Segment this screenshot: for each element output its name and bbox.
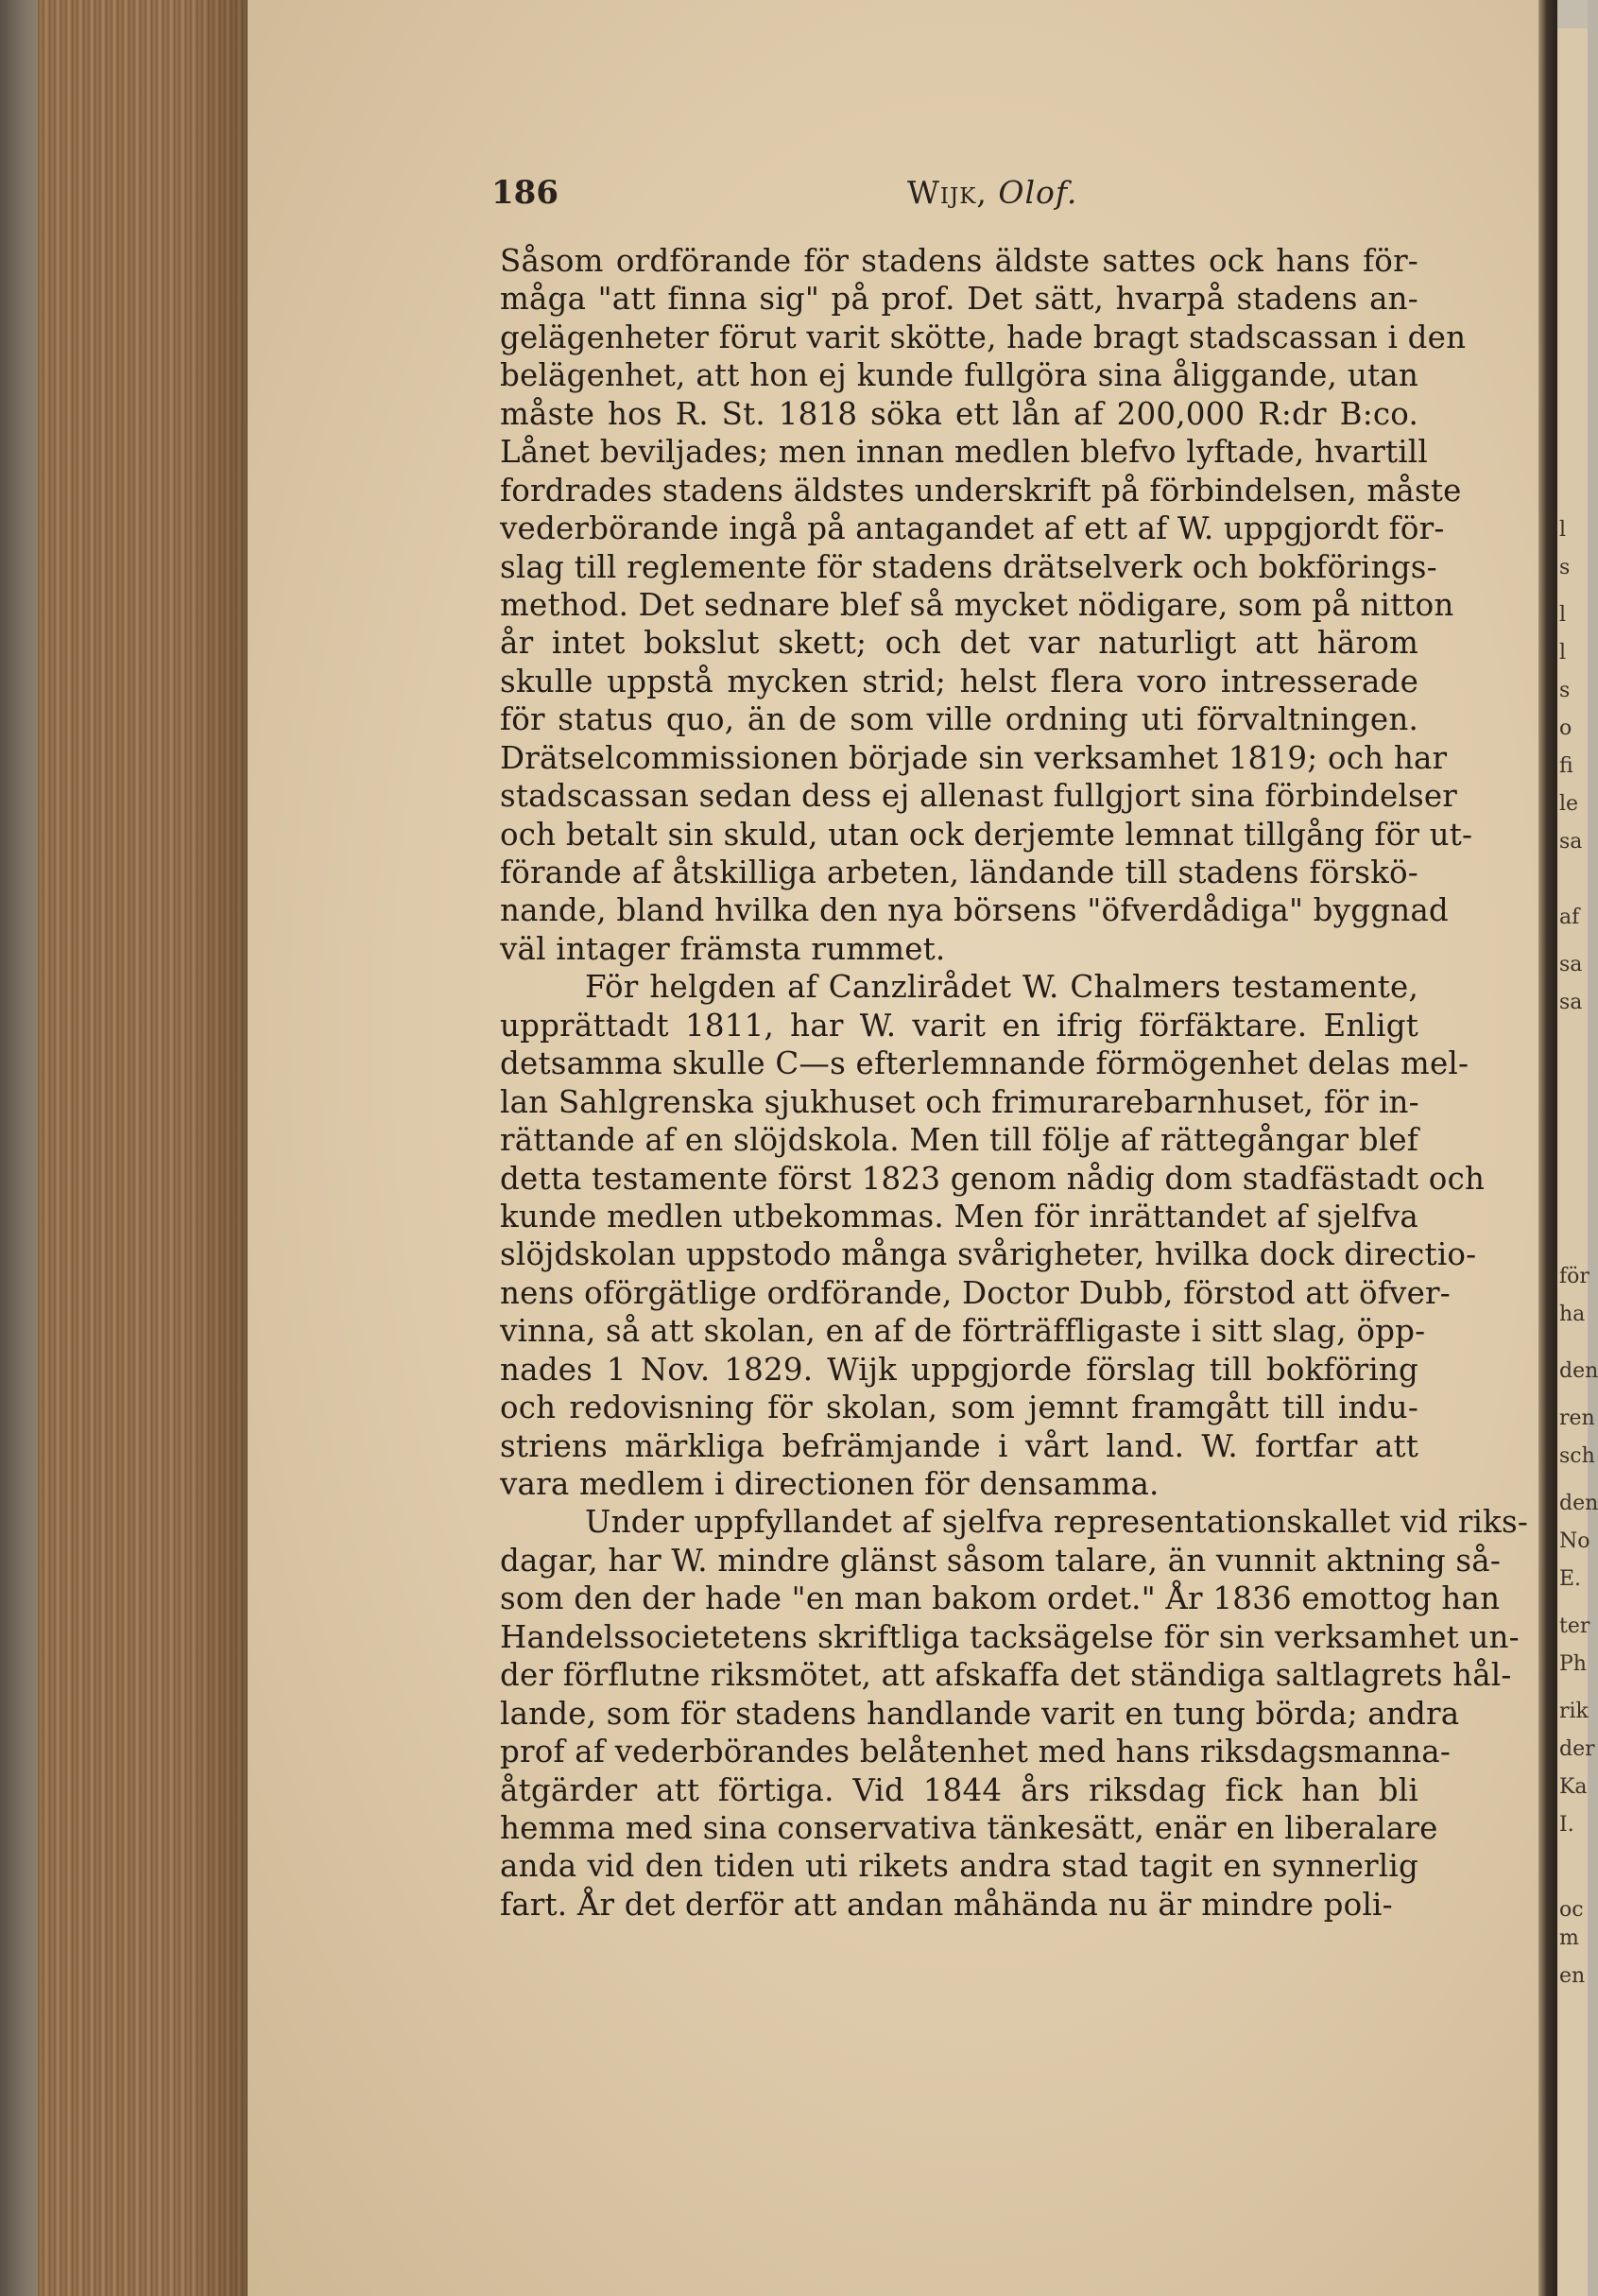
facing-page-fragment: ren: [1559, 1407, 1595, 1430]
text-line: för status quo, än de som ville ordning uti förvaltningen.: [500, 701, 1418, 738]
facing-page-fragment: l: [1559, 518, 1567, 542]
text-line: detta testamente först 1823 genom nådig dom stadfästadt och: [500, 1160, 1486, 1197]
text-line: method. Det sednare blef så mycket nödigare, som på nitton: [500, 586, 1454, 623]
text-line: belägenhet, att hon ej kunde fullgöra sina åliggande, utan: [500, 357, 1418, 394]
text-line: detsamma skulle C—s efterlemnande förmögenhet delas mel-: [500, 1045, 1469, 1082]
facing-page-fragment: en: [1559, 1964, 1586, 1988]
text-line: fordrades stadens äldstes underskrift på förbindelsen, måste: [500, 472, 1462, 509]
running-head-surname: Wijk,: [907, 174, 988, 211]
text-line: måga "att finna sig" på prof. Det sätt, hvarpå stadens an-: [500, 281, 1418, 318]
facing-page-fragment: l: [1559, 641, 1567, 665]
book-gutter: [1538, 0, 1557, 2296]
facing-page-fragment: den: [1559, 1492, 1598, 1515]
text-line: Under uppfyllandet af sjelfva representationskallet vid riks-: [585, 1504, 1529, 1541]
facing-page-edge: [1557, 28, 1588, 2296]
facing-page-fragment: l: [1559, 603, 1567, 627]
text-line: Drätselcommissionen började sin verksamhet 1819; och har: [500, 739, 1448, 776]
text-line: lande, som för stadens handlande varit en tung börda; andra: [500, 1695, 1460, 1732]
text-line: år intet bokslut skett; och det var naturligt att härom: [500, 625, 1418, 662]
text-line: Såsom ordförande för stadens äldste sattes ock hans för-: [500, 243, 1418, 279]
text-line: väl intager främsta rummet.: [500, 930, 946, 967]
facing-page-fragment: ha: [1559, 1303, 1586, 1326]
facing-page-fragment: den: [1559, 1359, 1598, 1383]
facing-page-fragment: sa: [1559, 991, 1583, 1014]
facing-page-fragment: fi: [1559, 754, 1573, 778]
facing-page-fragment: oc: [1559, 1898, 1584, 1922]
text-line: kunde medlen utbekommas. Men för inrättandet af sjelfva: [500, 1198, 1418, 1234]
text-line: fart. År det derför att andan måhända nu är mindre poli-: [500, 1886, 1393, 1923]
text-line: hemma med sina conservativa tänkesätt, enär en liberalare: [500, 1809, 1438, 1846]
text-line: vinna, så att skolan, en af de förträffligaste i sitt slag, öpp-: [500, 1313, 1426, 1350]
text-line: För helgden af Canzlirådet W. Chalmers testamente,: [585, 969, 1418, 1006]
facing-page-fragment: rik: [1559, 1700, 1589, 1723]
text-line: och redovisning för skolan, som jemnt framgått till indu-: [500, 1390, 1418, 1426]
page-number: 186: [491, 174, 558, 212]
text-line: vederbörande ingå på antagandet af ett af W. uppgjordt för-: [500, 510, 1445, 547]
text-line: åtgärder att förtiga. Vid 1844 års riksdag fick han bli: [500, 1771, 1418, 1808]
text-line: slag till reglemente för stadens drätselverk och bokförings-: [500, 548, 1437, 585]
text-line: lan Sahlgrenska sjukhuset och frimurarebarnhuset, för in-: [500, 1083, 1419, 1120]
facing-page-fragment: m: [1559, 1926, 1579, 1950]
facing-page-fragment: o: [1559, 716, 1572, 740]
text-line: skulle uppstå mycken strid; helst flera voro intresserade: [500, 663, 1418, 699]
text-line: förande af åtskilliga arbeten, ländande till stadens förskö-: [500, 855, 1418, 890]
text-line: måste hos R. St. 1818 söka ett lån af 200,000 R:dr B:co.: [500, 395, 1418, 432]
text-line: upprättadt 1811, har W. varit en ifrig förfäktare. Enligt: [500, 1007, 1418, 1044]
book-cover-edge: [0, 0, 38, 2296]
running-head-given-name: Olof.: [998, 174, 1078, 211]
text-line: stadscassan sedan dess ej allenast fullgjort sina förbindelser: [500, 778, 1458, 815]
facing-page-fragment: Ka: [1559, 1775, 1588, 1799]
page-stack-shadow: [189, 0, 255, 2296]
text-line: der förflutne riksmötet, att afskaffa det ständiga saltlagrets hål-: [500, 1657, 1512, 1694]
facing-page-fragment: I.: [1559, 1813, 1574, 1837]
text-line: nens oförgätlige ordförande, Doctor Dubb, förstod att öfver-: [500, 1274, 1451, 1311]
facing-page-fragment: ter: [1559, 1614, 1590, 1638]
facing-page-fragment: sa: [1559, 953, 1583, 976]
text-line: nades 1 Nov. 1829. Wijk uppgjorde förslag till bokföring: [500, 1351, 1418, 1388]
facing-page-fragment: af: [1559, 906, 1580, 929]
text-line: nande, bland hvilka den nya börsens "öfverdådiga" byggnad: [500, 892, 1449, 929]
text-line: rättande af en slöjdskola. Men till följe af rättegångar blef: [500, 1122, 1418, 1159]
body-text: [500, 242, 1529, 1924]
facing-page-fragment: le: [1559, 792, 1579, 816]
facing-page-fragment: E.: [1559, 1567, 1582, 1591]
facing-page-fragment: s: [1559, 679, 1571, 702]
facing-page-fragment: för: [1559, 1265, 1589, 1288]
text-line: som den der hade "en man bakom ordet." År 1836 emottog han: [500, 1580, 1501, 1617]
facing-page-fragment: sch: [1559, 1444, 1595, 1468]
running-head: [907, 174, 1077, 211]
text-line: slöjdskolan uppstodo många svårigheter, hvilka dock directio-: [500, 1236, 1477, 1273]
facing-page-fragment: No: [1559, 1529, 1590, 1553]
text-line: gelägenheter förut varit skötte, hade bragt stadscassan i den: [500, 319, 1467, 355]
text-line: prof af vederbörandes belåtenhet med hans riksdagsmanna-: [500, 1734, 1452, 1770]
text-line: anda vid den tiden uti rikets andra stad tagit en synnerlig: [500, 1848, 1418, 1885]
facing-page-fragment: sa: [1559, 830, 1583, 854]
facing-page-fragment: der: [1559, 1737, 1595, 1761]
facing-page-fragment: s: [1559, 556, 1571, 579]
text-line: Handelssocietetens skriftliga tacksägelse för sin verksamhet un-: [500, 1618, 1520, 1655]
facing-page-fragment: Ph: [1559, 1652, 1587, 1676]
page-header: [491, 174, 1436, 212]
text-line: striens märkliga befrämjande i vårt land. W. fortfar att: [500, 1427, 1418, 1464]
text-line: Lånet beviljades; men innan medlen blefvo lyftade, hvartill: [500, 434, 1428, 471]
text-line: och betalt sin skuld, utan ock derjemte lemnat tillgång för ut-: [500, 816, 1473, 853]
text-line: vara medlem i directionen för densamma.: [500, 1466, 1160, 1502]
text-line: dagar, har W. mindre glänst såsom talare, än vunnit aktning så-: [500, 1542, 1501, 1579]
